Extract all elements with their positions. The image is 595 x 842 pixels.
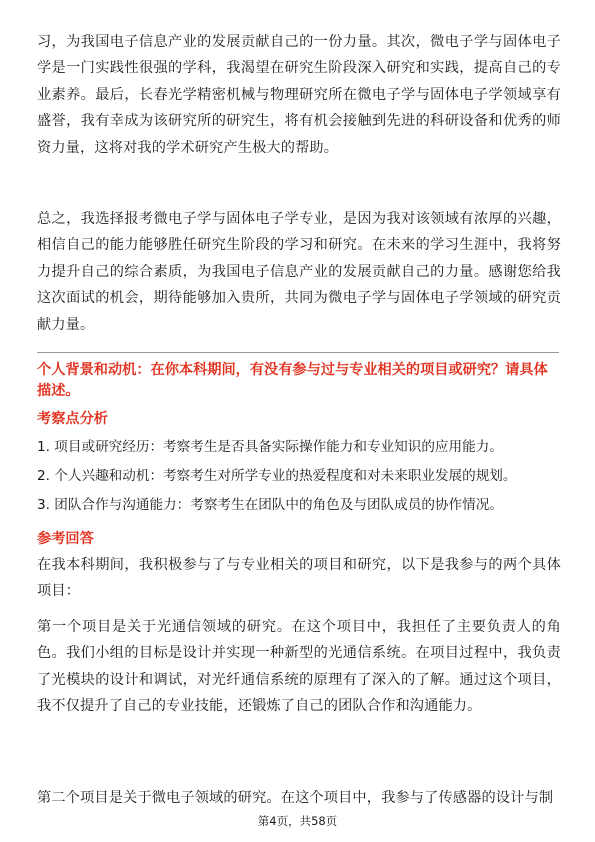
section-divider [37, 352, 559, 353]
analysis-point-1: 1. 项目或研究经历：考察考生是否具备实际操作能力和专业知识的应用能力。 [37, 439, 503, 455]
paragraph-conclusion: 总之，我选择报考微电子学与固体电子学专业，是因为我对该领域有浓厚的兴趣，相信自己的能力能够胜任研究生阶段的学习和研究。在未来的学习生涯中，我将努力提升自己的综合素质，为我国电子信息产业的发展贡献自己的力量。感谢您给我这次面试的机会，期待能够加入贵所，共同为微电子学与固体电子学领域的研究贡献力量。 [37, 211, 561, 333]
answer-project-two: 第二个项目是关于微电子领域的研究。在这个项目中，我参与了传感器的设计与制 [37, 790, 554, 806]
answer-project-one: 第一个项目是关于光通信领域的研究。在这个项目中，我担任了主要负责人的角色。我们小组的目标是设计并实现一种新型的光通信系统。在项目过程中，我负责了光模块的设计和调试，对光纤通信系统的原理有了深入的了解。通过这个项目，我不仅提升了自己的专业技能，还锻炼了自己的团队合作和沟通能力。 [37, 619, 561, 715]
page-number: 第4页，共58页 [257, 814, 338, 828]
analysis-heading: 考察点分析 [37, 411, 108, 427]
answer-intro: 在我本科期间，我积极参与了与专业相关的项目和研究，以下是我参与的两个具体项目： [37, 557, 561, 600]
interview-question: 个人背景和动机：在你本科期间，有没有参与过与专业相关的项目或研究？请具体描述。 [37, 362, 548, 399]
analysis-point-2: 2. 个人兴趣和动机：考察考生对所学专业的热爱程度和对未来职业发展的规划。 [37, 468, 517, 484]
analysis-point-3: 3. 团队合作与沟通能力：考察考生在团队中的角色及与团队成员的协作情况。 [37, 497, 503, 513]
paragraph-motivation-reasons: 习，为我国电子信息产业的发展贡献自己的一份力量。其次，微电子学与固体电子学是一门实践性很强的学科，我渴望在研究生阶段深入研究和实践，提高自己的专业素养。最后，长春光学精密机械与物理研究所在微电子学与固体电子学领域享有盛誉，我有幸成为该研究所的研究生，将有机会接触到先进的科研设备和优秀的师资力量，这将对我的学术研究产生极大的帮助。 [37, 34, 561, 156]
answer-heading: 参考回答 [37, 531, 94, 547]
